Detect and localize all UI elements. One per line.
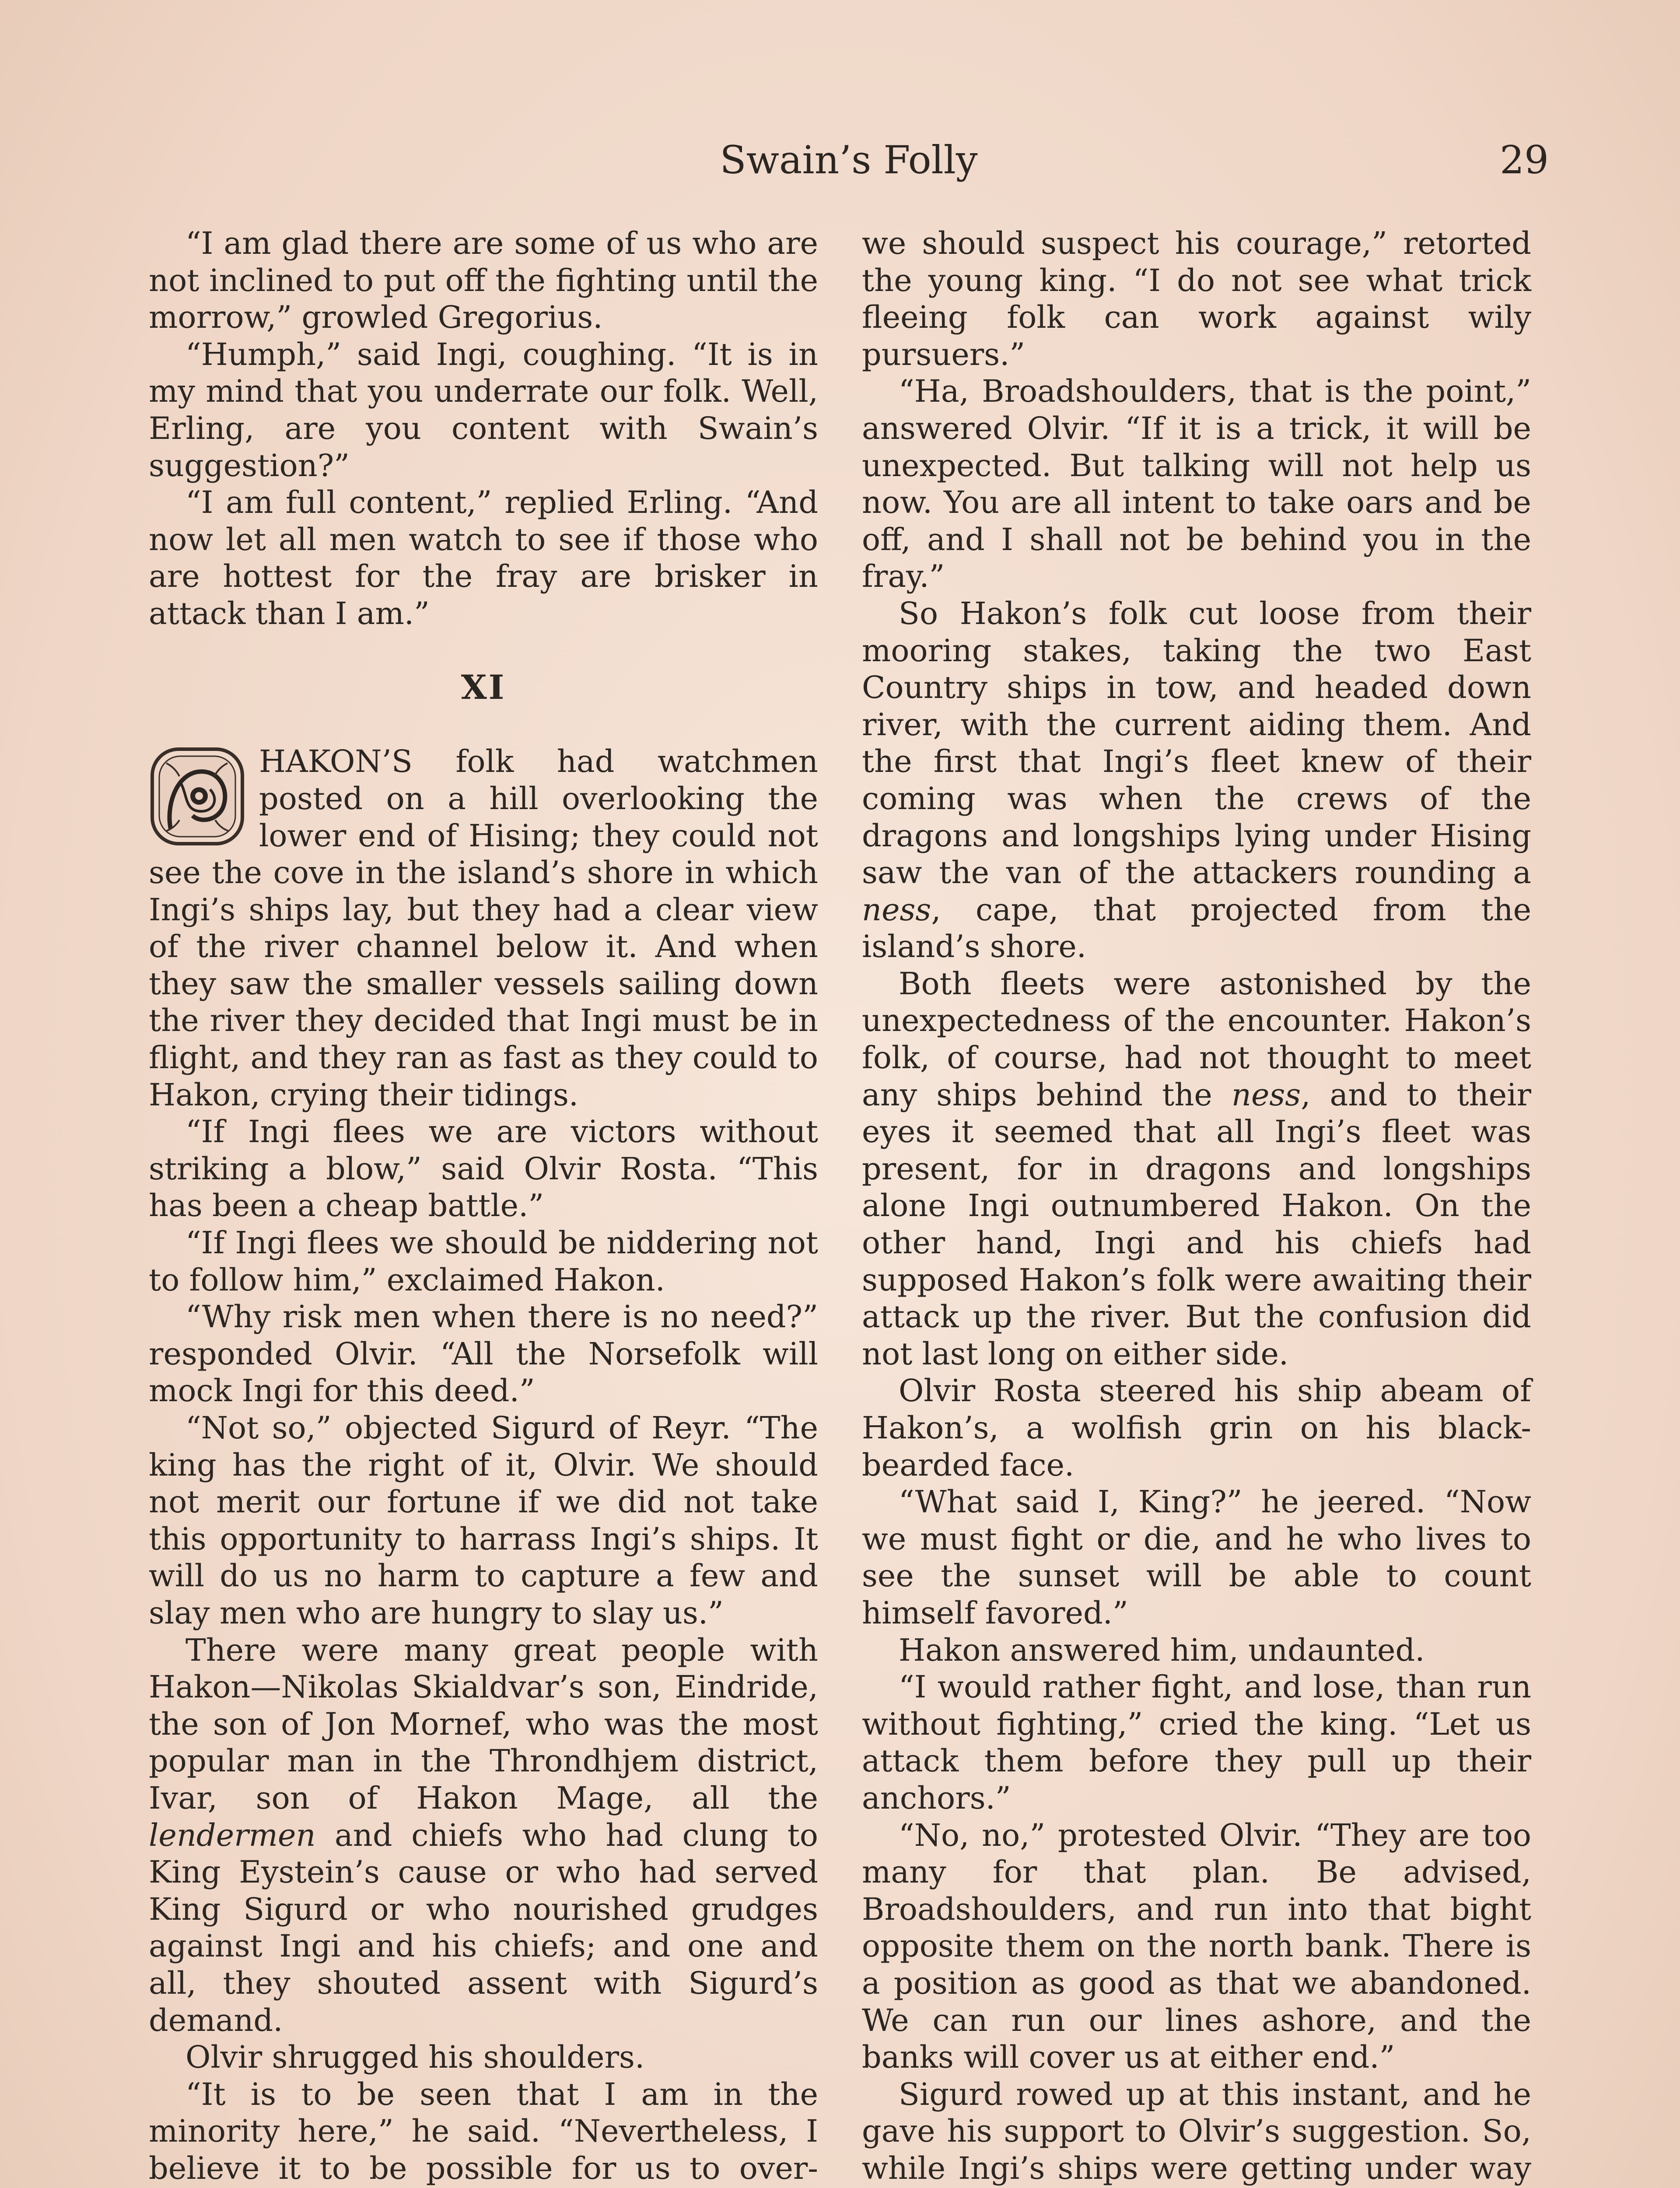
paragraph: “What said I, King?” he jeered. “Now we must fight or die, and he who lives to see the sunset will be able to count himself favored.”: [862, 1484, 1531, 1631]
paragraph: “I would rather fight, and lose, than run without fighting,” cried the king. “Let us attack them before they pull up their anchors.”: [862, 1669, 1531, 1816]
left-column: [149, 225, 818, 2188]
paragraph-with-drop-cap: [149, 743, 818, 1113]
paragraph: There were many great people with Hakon—Nikolas Skialdvar’s son, Eindride, the son of Jon Mornef, who was the most popular man in the Throndhjem district, Ivar, son of Hakon Mage, all the lendermen and chiefs who had clung to King Eystein’s cause or who had served King Sigurd or who nourished grudges against Ingi and his chiefs; and one and all, they shouted assent with Sigurd’s demand.: [149, 1632, 818, 2038]
italic-term: ness: [862, 891, 931, 928]
italic-term: ness: [1231, 1076, 1301, 1113]
italic-term: lendermen: [149, 1817, 316, 1853]
paragraph: “Humph,” said Ingi, coughing. “It is in my mind that you underrate our folk. Well, Erling, are you content with Swain’s suggestion?”: [149, 336, 818, 484]
paragraph: “Ha, Broadshoulders, that is the point,” answered Olvir. “If it is a trick, it will be unexpected. But talking will not help us now. You are all intent to take oars and be off, and I shall not be behind you in the fray.”: [862, 373, 1531, 595]
paragraph: Olvir shrugged his shoulders.: [186, 2039, 645, 2076]
page-number: 29: [1500, 137, 1549, 182]
paragraph: “I am full content,” replied Erling. “And now let all men watch to see if those who are hottest for the fray are brisker in attack than I am.”: [149, 484, 818, 631]
paragraph: “Why risk men when there is no need?” responded Olvir. “All the Norsefolk will mock Ingi for this deed.”: [149, 1299, 818, 1409]
section-heading: XI: [461, 668, 506, 707]
running-title: Swain’s Folly: [720, 137, 978, 182]
paragraph-text: HAKON’S folk had watchmen posted on a hill overlooking the lower end of Hising; they could not see the cove in the island’s shore in which Ingi’s ships lay, but they had a clear view of the river channel below it. And when they saw the smaller vessels sailing down the river they decided that Ingi must be in flight, and they ran as fast as they could to Hakon, crying their tidings.: [149, 743, 818, 1113]
paragraph: “No, no,” protested Olvir. “They are too many for that plan. Be advised, Broadshoulders, and run into that bight opposite them on the north bank. There is a position as good as that we abandoned. We can run our lines ashore, and the banks will cover us at either end.”: [862, 1817, 1531, 2076]
ornamental-drop-cap-icon: [149, 746, 246, 847]
paragraph: “If Ingi flees we should be niddering not to follow him,” exclaimed Hakon.: [149, 1225, 818, 1298]
paragraph: So Hakon’s folk cut loose from their mooring stakes, taking the two East Country ships in tow, and headed down river, with the current aiding them. And the first that Ingi’s fleet knew of their coming was when the crews of the dragons and longships lying under Hising saw the van of the attackers rounding a ness, cape, that projected from the island’s shore.: [862, 595, 1531, 965]
paragraph: Hakon answered him, undaunted.: [899, 1632, 1425, 1668]
page-header: [149, 130, 1549, 191]
paragraph: Sigurd rowed up at this instant, and he gave his support to Olvir’s suggestion. So, while Ingi’s ships were getting under way: [862, 2076, 1531, 2186]
paragraph: Olvir Rosta steered his ship abeam of Hakon’s, a wolfish grin on his black-bearded face.: [862, 1373, 1531, 1483]
paragraph: “If Ingi flees we are victors without striking a blow,” said Olvir Rosta. “This has been a cheap battle.”: [149, 1114, 818, 1224]
right-column: [862, 225, 1531, 2188]
paragraph: “I am glad there are some of us who are not inclined to put off the fighting until the morrow,” growled Gregorius.: [149, 225, 818, 336]
svg-text:O: O: [196, 810, 198, 812]
paragraph: “It is to be seen that I am in the minority here,” he said. “Nevertheless, I believe it to be possible for us to over-: [149, 2076, 818, 2186]
paragraph: Both fleets were astonished by the unexpectedness of the encounter. Hakon’s folk, of course, had not thought to meet any ships behind the ness, and to their eyes it seemed that all Ingi’s fleet was present, for in dragons and longships alone Ingi outnumbered Hakon. On the other hand, Ingi and his chiefs had supposed Hakon’s folk were awaiting their attack up the river. But the confusion did not last long on either side.: [862, 965, 1531, 1372]
paragraph: “Not so,” objected Sigurd of Reyr. “The king has the right of it, Olvir. We should not merit our fortune if we did not take this opportunity to harrass Ingi’s ships. It will do us no harm to capture a few and slay men who are hungry to slay us.”: [149, 1410, 818, 1631]
paragraph-continued: we should suspect his courage,” retorted the young king. “I do not see what trick fleeing folk can work against wily pursuers.”: [862, 225, 1531, 372]
